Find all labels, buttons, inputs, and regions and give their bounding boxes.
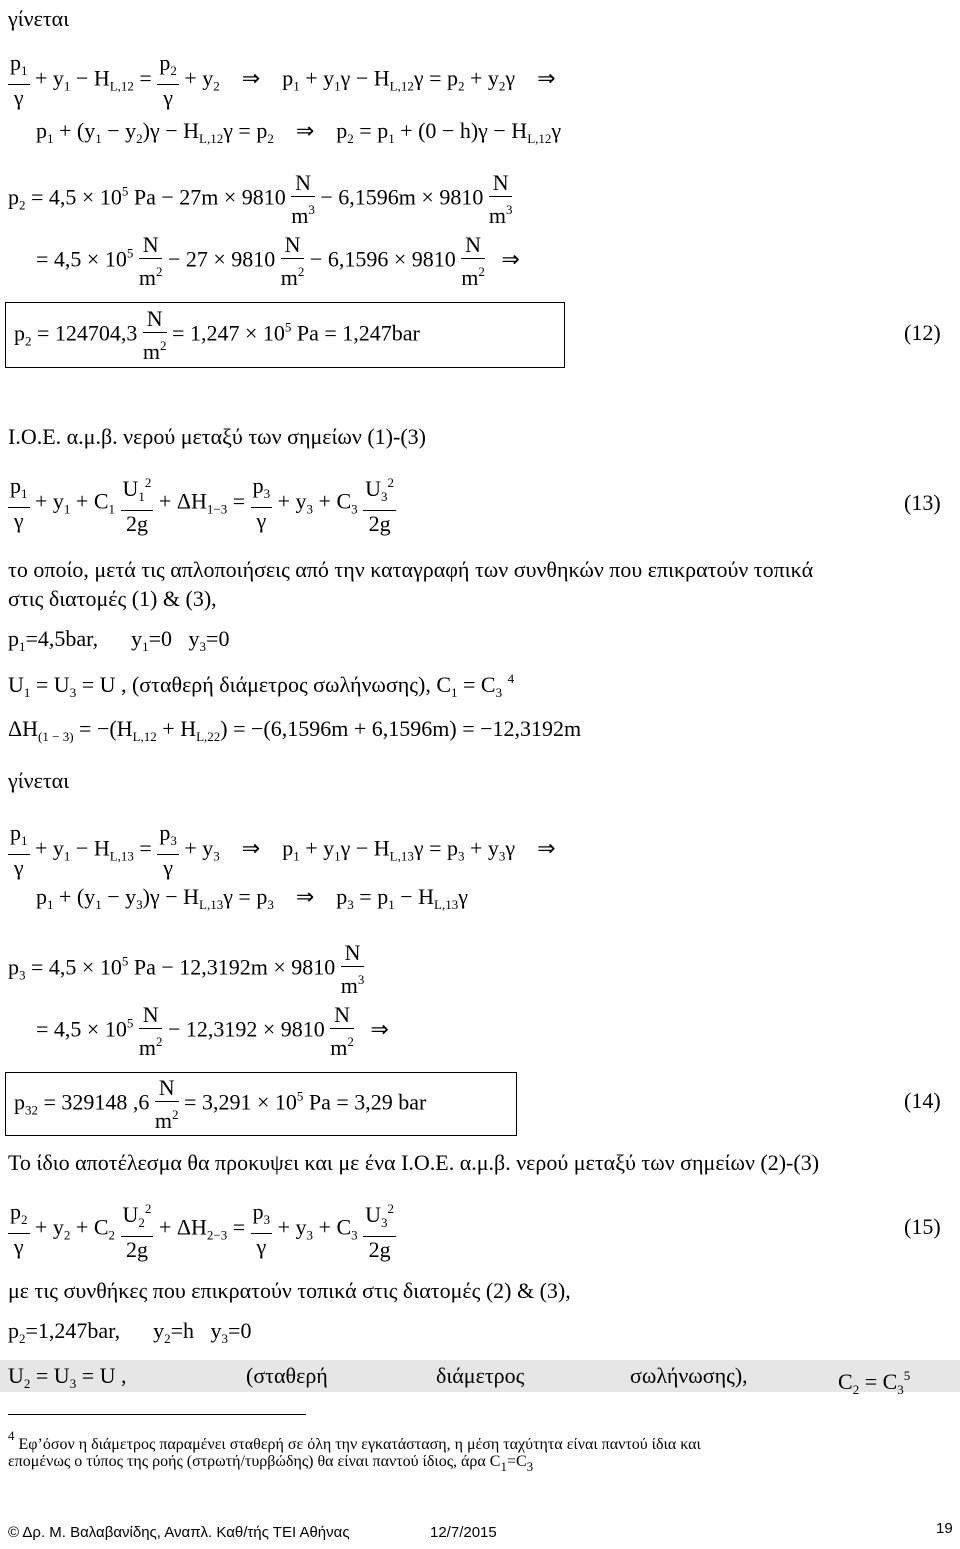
equation-a2: $p_1 + (y_1 - y_2)\gamma - H_{L,12}\gamma = p_2$ ⇒ $p_2 = p_1 + (0 - h)\gamma - H_{L,12}\gamma$: [36, 118, 562, 146]
paragraph-line-3: με τις συνθήκες που επικρατούν τοπικά στις διατομές (2) & (3),: [8, 1278, 571, 1303]
equation-number-13: (13): [904, 490, 941, 515]
condition-line-5-part-b: (σταθερή: [246, 1363, 328, 1388]
footnote-rule: [8, 1414, 306, 1415]
footer-author: © Δρ. Μ. Βαλαβανίδης, Αναπλ. Καθ/τής ΤΕΙ Αθήνας: [8, 1524, 350, 1541]
equation-a4: = $4,5 \times 10^5$ $\frac{N}{m^2}$ − 27 × 9810 $\frac{N}{m^2}$ − 6,1596 × 9810 $\frac{N}{m^2}$ ⇒: [36, 232, 520, 290]
equation-15: $\frac{p_2}{\gamma}$ + $y_2 + C_2$ $\frac{U_2^2}{2g}$ + $\Delta H_{2-3}$ = $\frac{p_3}{\gamma}$ + $y_3 + C_3$ $\frac{U_3^2}{2g}$: [8, 1196, 396, 1263]
equation-13: $\frac{p_1}{\gamma}$ + $y_1 + C_1$ $\frac{U_1^2}{2g}$ + $\Delta H_{1-3}$ = $\frac{p_3}{\gamma}$ + $y_3 + C_3$ $\frac{U_3^2}{2g}$: [8, 470, 396, 537]
paragraph-line-1: το οποίο, μετά τις απλοποιήσεις από την καταγραφή των συνθηκών που επικρατούν τοπικά: [8, 557, 814, 582]
condition-line-1: $p_1=4,5bar$, $y_1=0$ $y_3=0$: [8, 626, 230, 654]
footnote-line-1: [8, 1428, 701, 1454]
condition-line-3: $\Delta H_{(1 - 3)} = -(H_{L,12} + H_{L,22}) = -(6,1596m + 6,1596m) = -12,3192m$: [8, 716, 582, 744]
footnote-mark: 4: [8, 1428, 15, 1443]
footnote-line-2: επομένως ο τύπος της ροής (στρωτή/τυρβώδης) θα είναι παντού ίδιος, άρα $C_1=C_3$: [8, 1453, 534, 1474]
text-ginetai-1: γίνεται: [8, 6, 70, 31]
footnote-ref-4[interactable]: 4: [507, 671, 515, 686]
condition-line-4: $p_2=1,247bar$, $y_2=h$ $y_3=0$: [8, 1318, 252, 1346]
equation-b4: = $4,5 \times 10^5$ $\frac{N}{m^2}$ − 12,3192 × 9810 $\frac{N}{m^2}$ ⇒: [36, 1002, 389, 1060]
equation-b3: $p_3 = 4,5 \times 10^5$ Pa − 12,3192m × 9810 $\frac{N}{m^3}$: [8, 940, 365, 998]
condition-line-5-part-d: σωλήνωσης),: [630, 1363, 748, 1388]
text-ioe-1-3: Ι.Ο.Ε. α.μ.β. νερού μεταξύ των σημείων (1)-(3): [8, 424, 426, 449]
equation-a5: $p_2 = 124704,3$ $\frac{N}{m^2}$ = $1,247 \times 10^5$ Pa = 1,247bar: [14, 306, 420, 364]
equation-b1: $\frac{p_1}{\gamma}$ + $y_1 - H_{L,13}$ = $\frac{p_3}{\gamma}$ + $y_3$ ⇒ $p_1 + y_1\gamma - H_{L,13}\gamma = p_3 + y_3\gamma$ ⇒: [10, 820, 556, 880]
footnote-ref-5[interactable]: 5: [903, 1368, 911, 1383]
equation-b5: $p_{32} = 329148$ ,6 $\frac{N}{m^2}$ = $3,291 \times 10^5$ Pa = 3,29 bar: [14, 1075, 427, 1133]
condition-line-5-part-c: διάμετρος: [436, 1363, 525, 1388]
condition-line-5-part-a: $U_2 = U_3 = U$ ,: [8, 1363, 127, 1391]
equation-number-15: (15): [904, 1214, 941, 1239]
footer-page-number: 19: [936, 1520, 953, 1537]
footnote-text-1: Εφ’όσον η διάμετρος παραμένει σταθερή σε όλη την εγκατάσταση, η μέση ταχύτητα είναι παντού ίδια και: [18, 1436, 701, 1453]
equation-b2: $p_1 + (y_1 - y_3)\gamma - H_{L,13}\gamma = p_3$ ⇒ $p_3 = p_1 - H_{L,13}\gamma$: [36, 884, 468, 912]
equation-number-12: (12): [904, 320, 941, 345]
equation-a3: $p_2 = 4,5 \times 10^5$ Pa − 27m × 9810 $\frac{N}{m^3}$ − 6,1596m × 9810 $\frac{N}{m^3}$: [8, 170, 513, 228]
condition-line-5-part-e: $C_2 = C_3^5$: [838, 1368, 911, 1397]
condition-line-2: $U_1 = U_3 = U$ , (σταθερή διάμετρος σωλήνωσης), $C_1 = C_3$ $^4$: [8, 671, 515, 700]
footer-date: 12/7/2015: [430, 1524, 497, 1541]
text-ioe-2-3: Το ίδιο αποτέλεσμα θα προκυψει και με ένα Ι.Ο.Ε. α.μ.β. νερού μεταξύ των σημείων (2)-(3): [8, 1150, 820, 1175]
equation-number-14: (14): [904, 1088, 941, 1113]
paragraph-line-2: στις διατομές (1) & (3),: [8, 586, 217, 611]
text-ginetai-2: γίνεται: [8, 768, 70, 793]
equation-a1: $\frac{p_1}{\gamma}$ + $y_1 - H_{L,12}$ = $\frac{p_2}{\gamma}$ + $y_2$ ⇒ $p_1 + y_1\gamma - H_{L,12}\gamma = p_2 + y_2\gamma$ ⇒: [10, 50, 556, 110]
